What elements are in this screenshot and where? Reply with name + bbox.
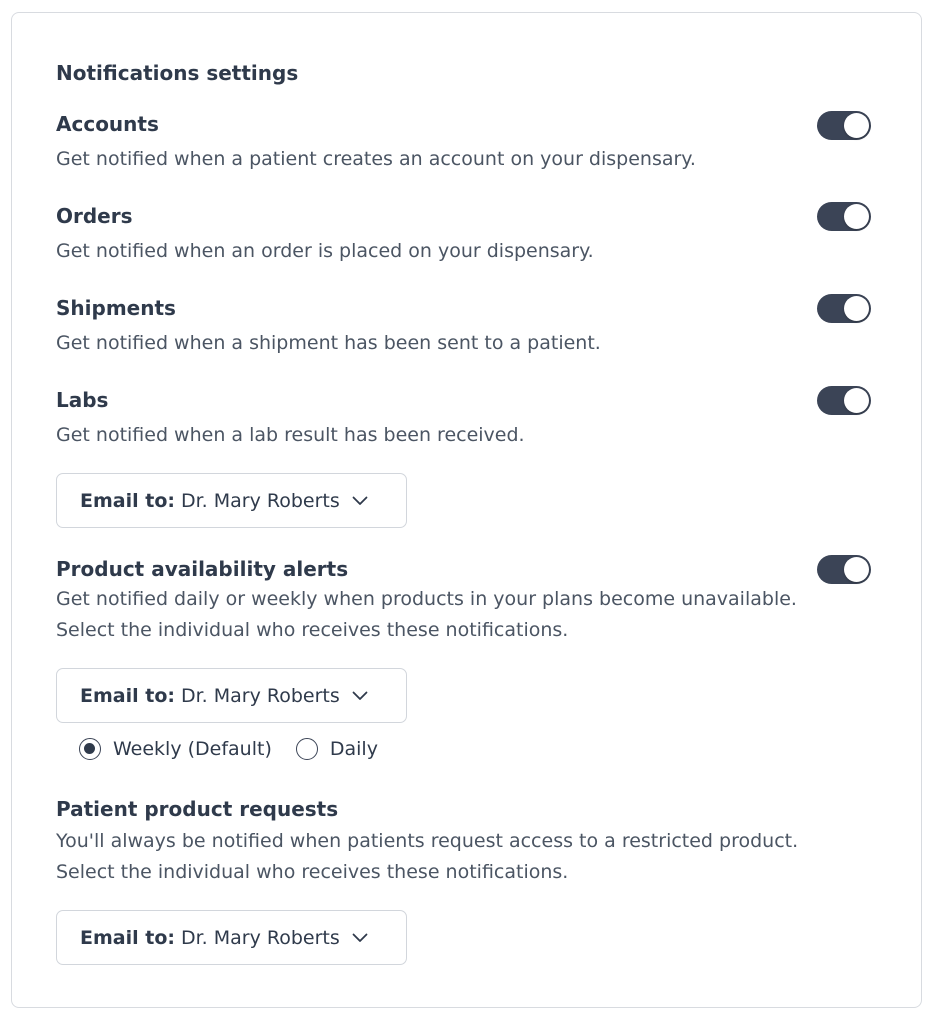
- email-to-label: Email to:: [80, 926, 175, 949]
- accounts-description: Get notified when a patient creates an account on your dispensary.: [56, 148, 696, 170]
- patient-requests-email-select[interactable]: [56, 910, 407, 965]
- accounts-toggle[interactable]: [817, 111, 871, 140]
- toggle-knob: [844, 113, 869, 138]
- email-to-value: Dr. Mary Roberts: [180, 684, 340, 707]
- product-alerts-toggle[interactable]: [817, 555, 871, 584]
- orders-title: Orders: [56, 204, 133, 228]
- labs-email-select[interactable]: [56, 473, 407, 528]
- email-to-label: Email to:: [80, 489, 175, 512]
- product-alerts-description-line1: Get notified daily or weekly when products in your plans become unavailable.: [56, 588, 797, 610]
- orders-description: Get notified when an order is placed on your dispensary.: [56, 240, 594, 262]
- daily-radio[interactable]: [296, 738, 318, 760]
- orders-toggle[interactable]: [817, 202, 871, 231]
- toggle-knob: [844, 204, 869, 229]
- shipments-description: Get notified when a shipment has been sent to a patient.: [56, 332, 601, 354]
- frequency-radio-group: [79, 738, 402, 760]
- chevron-down-icon: [352, 933, 368, 943]
- page-title: Notifications settings: [56, 61, 299, 85]
- shipments-title: Shipments: [56, 296, 176, 320]
- weekly-radio[interactable]: [79, 738, 101, 760]
- product-alerts-title: Product availability alerts: [56, 557, 349, 581]
- toggle-knob: [844, 296, 869, 321]
- product-alerts-email-select[interactable]: [56, 668, 407, 723]
- labs-title: Labs: [56, 388, 109, 412]
- shipments-toggle[interactable]: [817, 294, 871, 323]
- daily-radio-label[interactable]: Daily: [329, 738, 378, 760]
- patient-requests-description-line1: You'll always be notified when patients request access to a restricted product.: [56, 830, 799, 852]
- product-alerts-description-line2: Select the individual who receives these notifications.: [56, 619, 569, 641]
- labs-toggle[interactable]: [817, 386, 871, 415]
- labs-description: Get notified when a lab result has been received.: [56, 424, 525, 446]
- notifications-settings-card: [11, 12, 922, 1008]
- email-to-value: Dr. Mary Roberts: [180, 489, 340, 512]
- email-to-label: Email to:: [80, 684, 175, 707]
- chevron-down-icon: [352, 691, 368, 701]
- toggle-knob: [844, 557, 869, 582]
- weekly-radio-label[interactable]: Weekly (Default): [113, 738, 272, 760]
- accounts-title: Accounts: [56, 112, 159, 136]
- toggle-knob: [844, 388, 869, 413]
- email-to-value: Dr. Mary Roberts: [180, 926, 340, 949]
- patient-requests-description-line2: Select the individual who receives these notifications.: [56, 861, 569, 883]
- patient-requests-title: Patient product requests: [56, 797, 339, 821]
- chevron-down-icon: [352, 496, 368, 506]
